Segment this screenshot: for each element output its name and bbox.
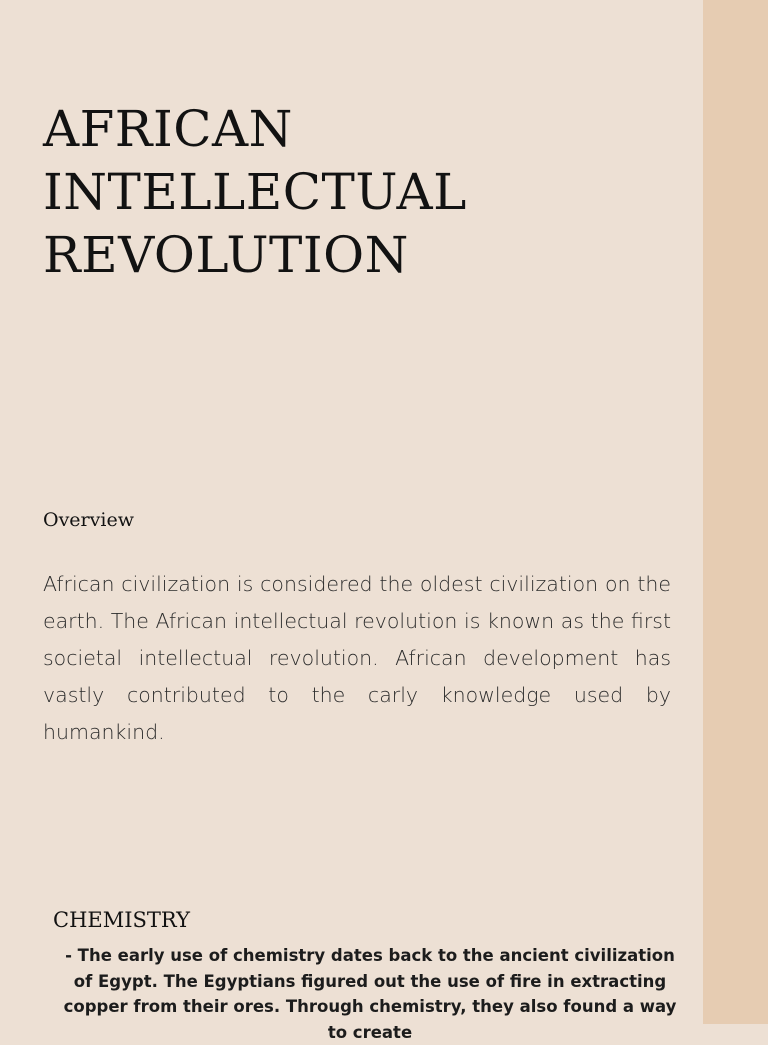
overview-heading: Overview	[43, 509, 134, 531]
chemistry-heading: CHEMISTRY	[53, 908, 190, 932]
side-color-strip	[703, 0, 768, 1024]
title-line-3: REVOLUTION	[43, 226, 409, 284]
title-line-2: INTELLECTUAL	[43, 163, 467, 221]
chemistry-paragraph: - The early use of chemistry dates back to the ancient civilization of Egypt. The Egyptians figured out the use of fire in extracting copper from their ores. Through chemistry, they also found a way to create	[63, 946, 677, 1042]
title-line-1: AFRICAN	[43, 100, 293, 158]
document-title	[43, 98, 467, 287]
overview-paragraph: African civilization is considered the oldest civilization on the earth. The African intellectual revolution is known as the first societal intellectual revolution. African development has vastly contributed to the carly knowledge used by humankind.	[43, 572, 671, 744]
